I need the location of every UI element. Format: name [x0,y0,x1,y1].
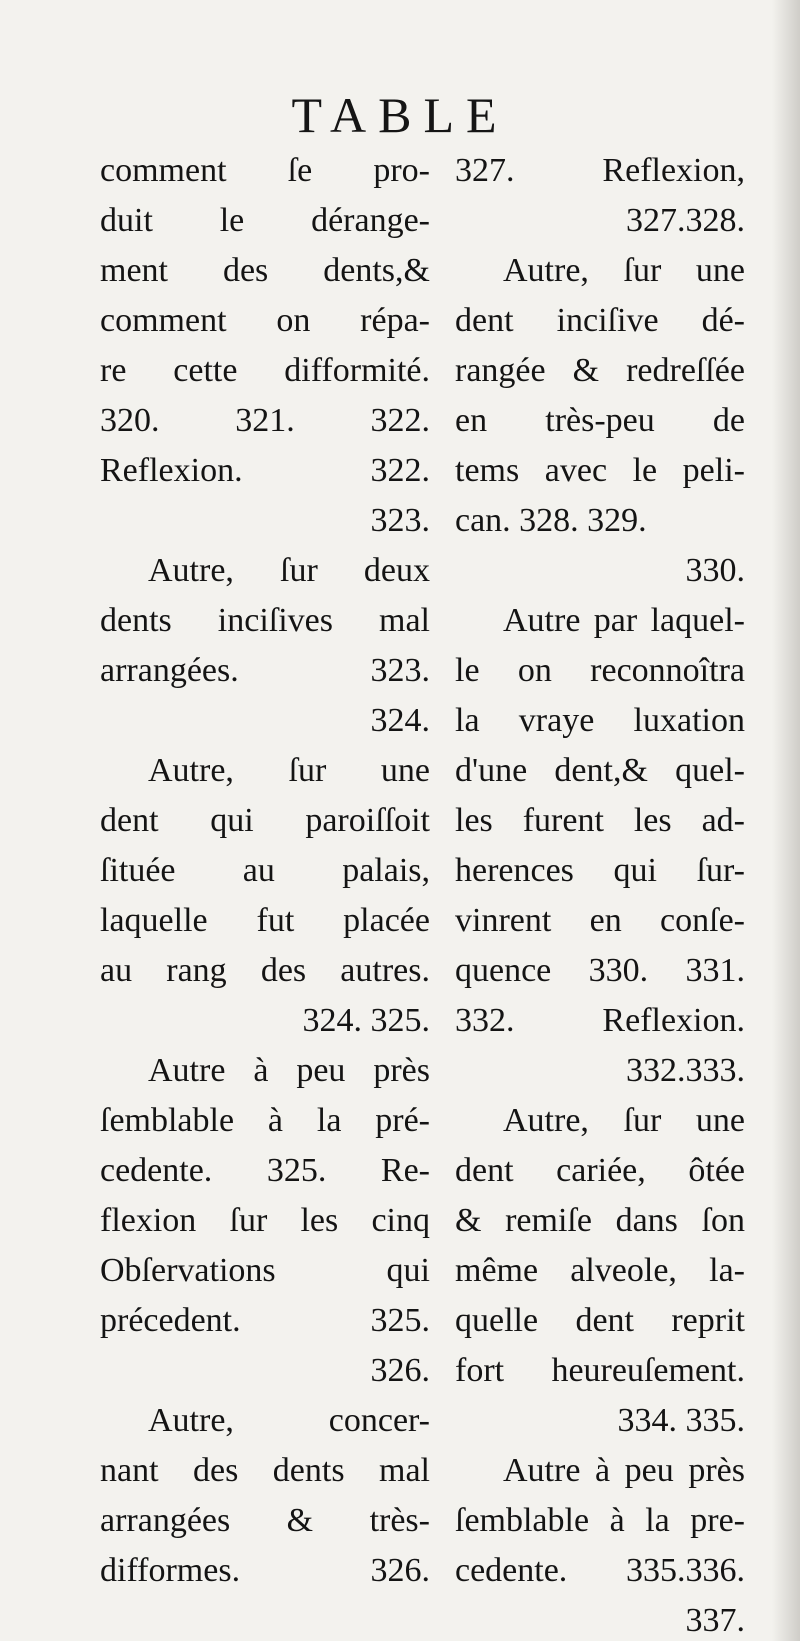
text-line: 337. [685,1602,745,1639]
text-line: Autre, ſur une [148,752,430,789]
text-line: le on reconnoîtra [455,652,745,689]
text-line: can. 328. 329. [455,502,647,539]
text-line: ſemblable à la pre- [455,1502,745,1539]
left-column [100,146,430,1596]
text-line: cedente. 335.336. [455,1552,745,1589]
text-line: Autre, concer- [148,1402,430,1439]
text-line: dents inciſives mal [100,602,430,639]
right-column [455,146,745,1641]
text-line: Autre à peu près [503,1452,745,1489]
text-line: au rang des autres. [100,952,430,989]
text-line: re cette difformité. [100,352,430,389]
text-line: duit le dérange- [100,202,430,239]
text-line: Autre par laquel- [503,602,745,639]
text-line: laquelle fut placée [100,902,430,939]
text-line: les furent les ad- [455,802,745,839]
text-line: tems avec le peli- [455,452,745,489]
text-line: précedent. 325. [100,1302,430,1339]
text-line: 324. [370,702,430,739]
text-line: Obſervations qui [100,1252,430,1289]
text-line: 334. 335. [617,1402,745,1439]
text-line: herences qui ſur- [455,852,745,889]
text-line: dent cariée, ôtée [455,1152,745,1189]
text-line: même alveole, la- [455,1252,745,1289]
page-header: TABLE [291,87,509,143]
text-line: arrangées. 323. [100,652,430,689]
text-line: 326. [370,1352,430,1389]
text-line: 327.328. [626,202,745,239]
text-line: 332. Reflexion. [455,1002,745,1039]
text-line: quence 330. 331. [455,952,745,989]
text-line: Autre, ſur une [503,1102,745,1139]
text-line: Autre, ſur une [503,252,745,289]
text-line: ſemblable à la pré- [100,1102,430,1139]
text-line: 332.333. [626,1052,745,1089]
text-line: 330. [685,552,745,589]
text-line: la vraye luxation [455,702,745,739]
text-line: Autre à peu près [148,1052,430,1089]
text-line: nant des dents mal [100,1452,430,1489]
text-line: rangée & redreſſée [455,352,745,389]
text-line: fort heureuſement. [455,1352,745,1389]
text-line: arrangées & très- [100,1502,430,1539]
text-line: vinrent en conſe- [455,902,745,939]
text-line: 327. Reflexion, [455,152,745,189]
text-line: Autre, ſur deux [148,552,430,589]
text-line: dent inciſive dé- [455,302,745,339]
text-line: & remiſe dans ſon [455,1202,745,1239]
text-line: difformes. 326. [100,1552,430,1589]
text-line: cedente. 325. Re- [100,1152,430,1189]
text-line: flexion ſur les cinq [100,1202,430,1239]
text-line: comment ſe pro- [100,152,430,189]
text-line: dent qui paroiſſoit [100,802,430,839]
text-line: ſituée au palais, [100,852,430,889]
text-line: comment on répa- [100,302,430,339]
text-line: Reflexion. 322. [100,452,430,489]
text-line: d'une dent,& quel- [455,752,745,789]
text-line: ment des dents,& [100,252,430,289]
text-line: 320. 321. 322. [100,402,430,439]
text-line: quelle dent reprit [455,1302,745,1339]
text-line: 323. [370,502,430,539]
text-line: 324. 325. [302,1002,430,1039]
text-line: en très-peu de [455,402,745,439]
page-edge-shadow [772,0,800,1641]
